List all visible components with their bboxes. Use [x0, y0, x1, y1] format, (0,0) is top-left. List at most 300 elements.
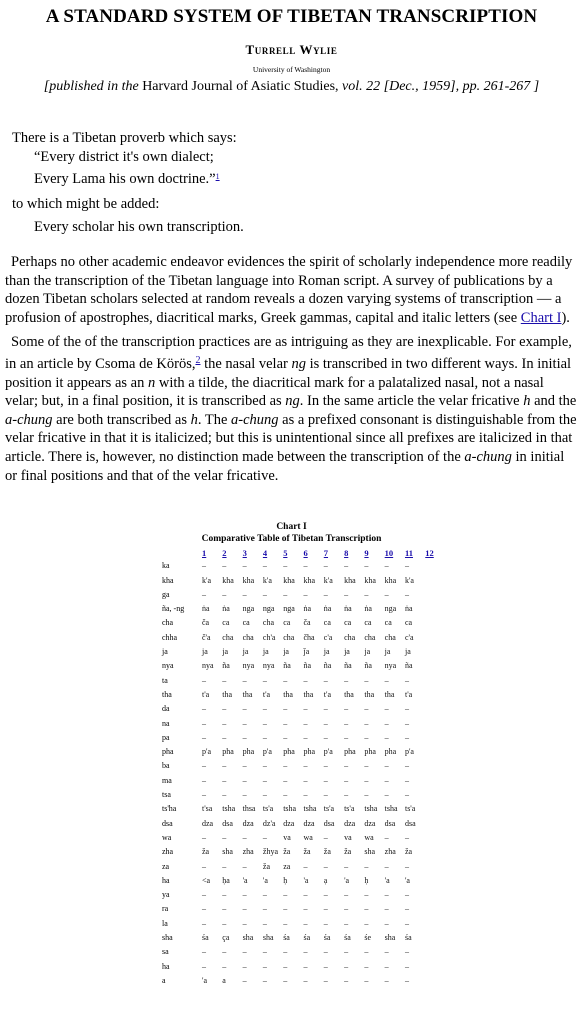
table-cell: – [303, 718, 308, 728]
table-cell: – [283, 975, 288, 985]
table-cell: – [344, 890, 349, 900]
table-cell: k'a [262, 575, 272, 585]
table-cell: – [364, 561, 369, 571]
table-cell: – [364, 589, 369, 599]
footnote-1-link[interactable]: 1 [215, 172, 220, 181]
column-link-7[interactable]: 7 [323, 548, 329, 559]
table-cell: – [222, 904, 227, 914]
row-label: kha [162, 575, 174, 585]
chart-subtitle: Comparative Table of Tibetan Transcription [201, 534, 382, 545]
row-label: la [162, 918, 168, 928]
p2-seg-f: and the [530, 393, 577, 410]
table-row [162, 616, 434, 630]
p2-seg-e: . In the same article the velar fricative [299, 393, 524, 410]
table-cell: ǰa [303, 647, 310, 657]
table-cell: – [222, 718, 227, 728]
row-label: dsa [162, 818, 173, 828]
table-cell: wa [303, 832, 313, 842]
table-cell: – [303, 675, 308, 685]
table-cell: – [242, 832, 247, 842]
table-cell: – [364, 718, 369, 728]
table-cell: 'a [262, 875, 268, 885]
table-cell: – [222, 947, 227, 957]
table-cell: – [344, 904, 349, 914]
row-label: pha [162, 747, 174, 757]
table-cell: – [202, 761, 206, 771]
table-cell: – [242, 790, 247, 800]
column-link-2[interactable]: 2 [222, 548, 227, 559]
table-cell: ca [283, 618, 291, 628]
table-cell: – [404, 718, 409, 728]
table-cell: ca [344, 618, 352, 628]
table-cell: ch'a [262, 632, 276, 642]
table-cell: – [404, 961, 409, 971]
table-row [162, 945, 434, 959]
table-cell: – [202, 961, 206, 971]
table-cell: – [364, 947, 369, 957]
table-cell: – [344, 561, 349, 571]
table-cell: – [222, 832, 227, 842]
table-cell: pha [344, 747, 356, 757]
table-cell: dsa [404, 818, 416, 828]
table-cell: – [262, 761, 267, 771]
table-cell: – [384, 704, 389, 714]
table-row [162, 959, 434, 973]
table-cell: – [323, 775, 328, 785]
table-cell: c'a [404, 632, 414, 642]
p2-seg-c: is transcribed in two different ways. In initial position it appears as an [5, 355, 572, 391]
table-cell: ja [283, 647, 289, 657]
table-cell: – [222, 918, 227, 928]
table-row [162, 702, 434, 716]
table-cell: – [404, 589, 409, 599]
p2-seg-d: with a tilde, the diacritical mark for a palatalized nasal, not a nasal velar; but, in a final position, it is transcribed as [5, 374, 544, 410]
chart-title: Chart I [276, 522, 307, 533]
table-cell: tha [283, 689, 293, 699]
p2-seg-g: are both transcribed as [52, 411, 191, 428]
table-cell: kha [344, 575, 356, 585]
table-cell: zha [384, 847, 396, 857]
table-cell: ca [364, 618, 372, 628]
table-cell: – [202, 718, 206, 728]
table-row [162, 631, 434, 645]
table-row [162, 688, 434, 702]
table-cell: – [344, 961, 349, 971]
row-label: ta [162, 675, 168, 685]
table-cell: – [202, 861, 206, 871]
table-cell: – [222, 704, 227, 714]
column-link-5[interactable]: 5 [283, 548, 288, 559]
table-cell: – [384, 761, 389, 771]
table-cell: – [323, 961, 328, 971]
table-cell: tha [303, 689, 314, 699]
column-link-1[interactable]: 1 [202, 548, 207, 559]
table-cell: – [222, 761, 227, 771]
table-cell: – [344, 732, 349, 742]
table-cell: – [404, 675, 409, 685]
comparative-table [162, 547, 434, 988]
table-cell: – [364, 890, 369, 900]
table-cell: tha [384, 689, 395, 699]
table-cell: pha [283, 747, 295, 757]
column-link-6[interactable]: 6 [303, 548, 308, 559]
row-label: pa [162, 732, 170, 742]
table-cell: zha [242, 847, 254, 857]
table-cell: ca [384, 618, 392, 628]
table-cell: va [283, 832, 291, 842]
row-label: sha [162, 932, 173, 942]
table-row [162, 573, 434, 587]
column-header-7 [324, 547, 344, 559]
table-row [162, 888, 434, 902]
table-cell: ṅa [323, 604, 332, 614]
table-cell: kha [283, 575, 295, 585]
table-cell: – [303, 975, 308, 985]
table-cell: t'a [202, 689, 210, 699]
intro-line: There is a Tibetan proverb which says: [12, 130, 237, 146]
pub-suffix: vol. 22 [Dec., 1959], pp. 261-267 ] [342, 79, 540, 94]
table-cell: – [262, 975, 267, 985]
p2-term-achung-3: a-chung [464, 448, 512, 465]
table-cell: – [344, 675, 349, 685]
table-cell: – [262, 904, 267, 914]
table-cell: – [222, 589, 227, 599]
p2-term-achung: a-chung [5, 411, 53, 428]
column-link-4[interactable]: 4 [262, 548, 268, 559]
table-cell: – [303, 918, 308, 928]
table-cell: – [303, 947, 308, 957]
table-row [162, 731, 434, 745]
table-cell: – [384, 975, 389, 985]
table-cell: ṅa [404, 604, 413, 614]
table-cell: tha [222, 689, 233, 699]
p2-term-h-2: h [190, 411, 198, 428]
publication-line [0, 79, 583, 95]
table-cell: – [344, 718, 349, 728]
table-cell: kha [222, 575, 234, 585]
column-header-12 [425, 547, 434, 559]
table-cell: – [364, 961, 369, 971]
table-cell: – [262, 918, 267, 928]
table-cell: – [283, 890, 288, 900]
table-cell: – [242, 732, 247, 742]
table-cell: – [283, 775, 288, 785]
column-link-12[interactable]: 12 [425, 548, 434, 559]
table-cell: dz'a [262, 818, 276, 828]
table-cell: pha [364, 747, 376, 757]
table-cell: tha [242, 689, 253, 699]
table-cell: – [202, 790, 206, 800]
table-cell: śe [364, 932, 372, 942]
table-cell: – [262, 718, 267, 728]
table-cell: – [323, 761, 328, 771]
table-cell: t'sa [202, 804, 213, 814]
table-cell: sha [242, 932, 254, 942]
table-cell: – [242, 675, 247, 685]
table-cell: ža [404, 847, 413, 857]
table-cell: – [323, 589, 328, 599]
table-row [162, 816, 434, 830]
table-cell: – [222, 732, 227, 742]
table-cell: ža [344, 847, 352, 857]
table-header-row [162, 547, 434, 559]
table-cell: dza [364, 818, 376, 828]
column-link-11[interactable]: 11 [404, 548, 413, 559]
table-cell: – [344, 975, 349, 985]
row-label: ja [162, 647, 168, 657]
row-label: zha [162, 847, 174, 857]
table-cell: – [404, 832, 409, 842]
proverb-text: Every Lama his own doctrine.” [34, 171, 216, 187]
author-affiliation: University of Washington [252, 65, 331, 74]
paragraph-2 [0, 333, 583, 485]
table-cell: dza [303, 818, 315, 828]
table-cell: ja [323, 647, 330, 657]
table-cell: – [364, 761, 369, 771]
table-cell: – [283, 732, 288, 742]
table-cell: ḥ [283, 875, 288, 885]
table-cell: – [303, 775, 308, 785]
table-cell: – [364, 732, 369, 742]
table-cell: pha [384, 747, 397, 757]
table-cell: – [384, 790, 389, 800]
row-label: ts'ha [162, 804, 177, 814]
table-cell: śa [404, 932, 412, 942]
p2-term-h: h [523, 393, 531, 410]
table-cell: a [222, 975, 226, 985]
table-row [162, 902, 434, 916]
table-row [162, 745, 434, 759]
table-cell: dsa [384, 818, 396, 828]
table-cell: p'a [323, 747, 333, 757]
table-row [162, 788, 434, 802]
table-cell: – [222, 790, 227, 800]
table-cell: śa [202, 932, 209, 942]
table-cell: p'a [202, 747, 211, 757]
p2-seg-b: the nasal velar [200, 355, 292, 372]
table-cell: tsha [283, 804, 297, 814]
table-cell: nga [242, 604, 255, 614]
table-cell: – [404, 947, 409, 957]
table-cell: nga [283, 604, 295, 614]
p2-term-n: n [147, 374, 156, 391]
chart-i-link[interactable]: Chart I [520, 309, 562, 326]
table-cell: sha [222, 847, 233, 857]
table-cell: – [262, 589, 267, 599]
table-cell: – [262, 775, 267, 785]
row-label: sa [162, 947, 169, 957]
table-cell: – [202, 832, 206, 842]
table-row [162, 802, 434, 816]
table-cell: śa [303, 932, 311, 942]
p2-seg-j: in initial or final positions and that of the velar fricative. [5, 448, 565, 484]
p2-term-achung-2: a-chung [231, 411, 279, 428]
table-cell: nga [262, 604, 275, 614]
table-cell: sha [364, 847, 376, 857]
table-cell: ḥa [222, 875, 230, 885]
table-cell: dza [202, 818, 214, 828]
table-cell: – [283, 761, 288, 771]
table-cell: – [202, 675, 206, 685]
table-cell: – [323, 790, 328, 800]
column-header-1 [202, 547, 222, 559]
table-cell: – [323, 561, 328, 571]
table-cell: – [262, 947, 267, 957]
table-cell: – [384, 675, 389, 685]
table-cell: – [323, 732, 328, 742]
table-cell: ña [323, 661, 332, 671]
table-cell: ṅa [364, 604, 372, 614]
row-label: na [162, 718, 170, 728]
table-cell: ts'a [262, 804, 274, 814]
table-cell: – [364, 904, 369, 914]
table-cell: kha [303, 575, 316, 585]
column-header-4 [263, 547, 283, 559]
table-cell: śa [283, 932, 290, 942]
row-label: ma [162, 775, 172, 785]
table-cell: nya [262, 661, 275, 671]
table-cell: śa [323, 932, 331, 942]
column-header-10 [385, 547, 405, 559]
table-cell: – [283, 561, 288, 571]
table-cell: <a [202, 875, 211, 885]
table-row [162, 674, 434, 688]
table-cell: nya [384, 661, 397, 671]
row-label: tha [162, 689, 172, 699]
footnote-2-link[interactable]: 2 [195, 354, 201, 366]
table-row [162, 917, 434, 931]
table-cell: – [303, 904, 308, 914]
table-cell: – [202, 904, 206, 914]
column-link-8[interactable]: 8 [344, 548, 349, 559]
table-cell: 'a [242, 875, 248, 885]
p2-seg-i: as a prefixed consonant is distinguishable from the velar fricative in that it is italicized; but this is unintentional since all prefixes are italicized in that article. There is, however, no distinction made between the transcription of the [5, 411, 577, 465]
table-cell: 'a [384, 875, 390, 885]
table-cell: č'a [202, 632, 211, 642]
table-cell: – [384, 918, 389, 928]
table-cell: – [404, 890, 409, 900]
table-cell: – [222, 961, 227, 971]
table-cell: – [242, 947, 247, 957]
row-label: ba [162, 761, 170, 771]
table-cell: tha [364, 689, 375, 699]
table-cell: – [283, 718, 288, 728]
table-cell: – [262, 704, 267, 714]
table-cell: – [262, 561, 267, 571]
row-label: ga [162, 589, 170, 599]
table-cell: pha [222, 747, 234, 757]
table-cell: – [344, 790, 349, 800]
table-cell: – [202, 775, 206, 785]
table-cell: t'a [262, 689, 271, 699]
row-label: da [162, 704, 170, 714]
table-cell: – [323, 861, 328, 871]
column-header-6 [303, 547, 323, 559]
row-label: ha [162, 875, 170, 885]
table-cell: tsha [303, 804, 317, 814]
table-cell: t'a [404, 689, 413, 699]
table-cell: dsa [323, 818, 335, 828]
table-cell: – [303, 890, 308, 900]
column-link-10[interactable]: 10 [384, 548, 394, 559]
table-cell: – [404, 975, 409, 985]
table-cell: nga [384, 604, 397, 614]
table-row [162, 859, 434, 873]
table-cell: – [222, 861, 227, 871]
table-cell: ca [222, 618, 230, 628]
table-cell: 'a [404, 875, 410, 885]
table-cell: ča [202, 618, 210, 628]
column-link-3[interactable]: 3 [242, 548, 247, 559]
table-cell: čha [303, 632, 315, 642]
column-header-5 [283, 547, 303, 559]
table-row [162, 874, 434, 888]
table-cell: – [283, 790, 288, 800]
table-cell: kha [242, 575, 255, 585]
table-cell: – [202, 918, 206, 928]
addition-quote: Every scholar his own transcription. [34, 219, 244, 235]
table-cell: – [364, 975, 369, 985]
column-header-8 [344, 547, 364, 559]
table-cell: – [404, 918, 409, 928]
table-cell: va [344, 832, 352, 842]
table-cell: – [384, 904, 389, 914]
table-row [162, 645, 434, 659]
p2-term-ng: ng [291, 355, 306, 372]
table-cell: – [303, 790, 308, 800]
table-cell: dza [283, 818, 295, 828]
document-title: A STANDARD SYSTEM OF TIBETAN TRANSCRIPTION [45, 6, 538, 27]
table-row [162, 931, 434, 945]
table-cell: ja [242, 647, 249, 657]
proverb-line-1: “Every district it's own dialect; [34, 149, 214, 165]
column-link-9[interactable]: 9 [364, 548, 369, 559]
table-cell: – [202, 704, 206, 714]
p2-seg-h: . The [197, 411, 232, 428]
table-cell: – [222, 675, 227, 685]
table-cell: ja [262, 647, 269, 657]
pub-prefix: [published in the [43, 79, 139, 94]
table-cell: – [404, 732, 409, 742]
table-cell: – [222, 890, 227, 900]
table-cell: 'a [202, 975, 207, 985]
table-cell: – [404, 861, 409, 871]
table-cell: k'a [202, 575, 211, 585]
table-cell: ña [283, 661, 291, 671]
table-cell: ña [303, 661, 312, 671]
table-cell: – [344, 918, 349, 928]
table-cell: p'a [404, 747, 414, 757]
table-cell: cha [344, 632, 356, 642]
table-cell: ža [202, 847, 210, 857]
table-cell: tha [344, 689, 354, 699]
table-cell: žhya [262, 847, 278, 857]
table-cell: ca [323, 618, 331, 628]
table-cell: k'a [404, 575, 414, 585]
table-cell: – [202, 947, 206, 957]
table-cell: – [323, 718, 328, 728]
table-cell: ža [283, 847, 291, 857]
table-cell: – [404, 561, 409, 571]
table-row [162, 659, 434, 673]
table-cell: – [384, 861, 389, 871]
author-name: Turrell Wylie [245, 42, 338, 57]
table-cell: – [283, 589, 288, 599]
table-row [162, 831, 434, 845]
table-cell: ṅa [344, 604, 352, 614]
proverb-line-2 [0, 167, 583, 189]
table-cell: cha [262, 618, 274, 628]
